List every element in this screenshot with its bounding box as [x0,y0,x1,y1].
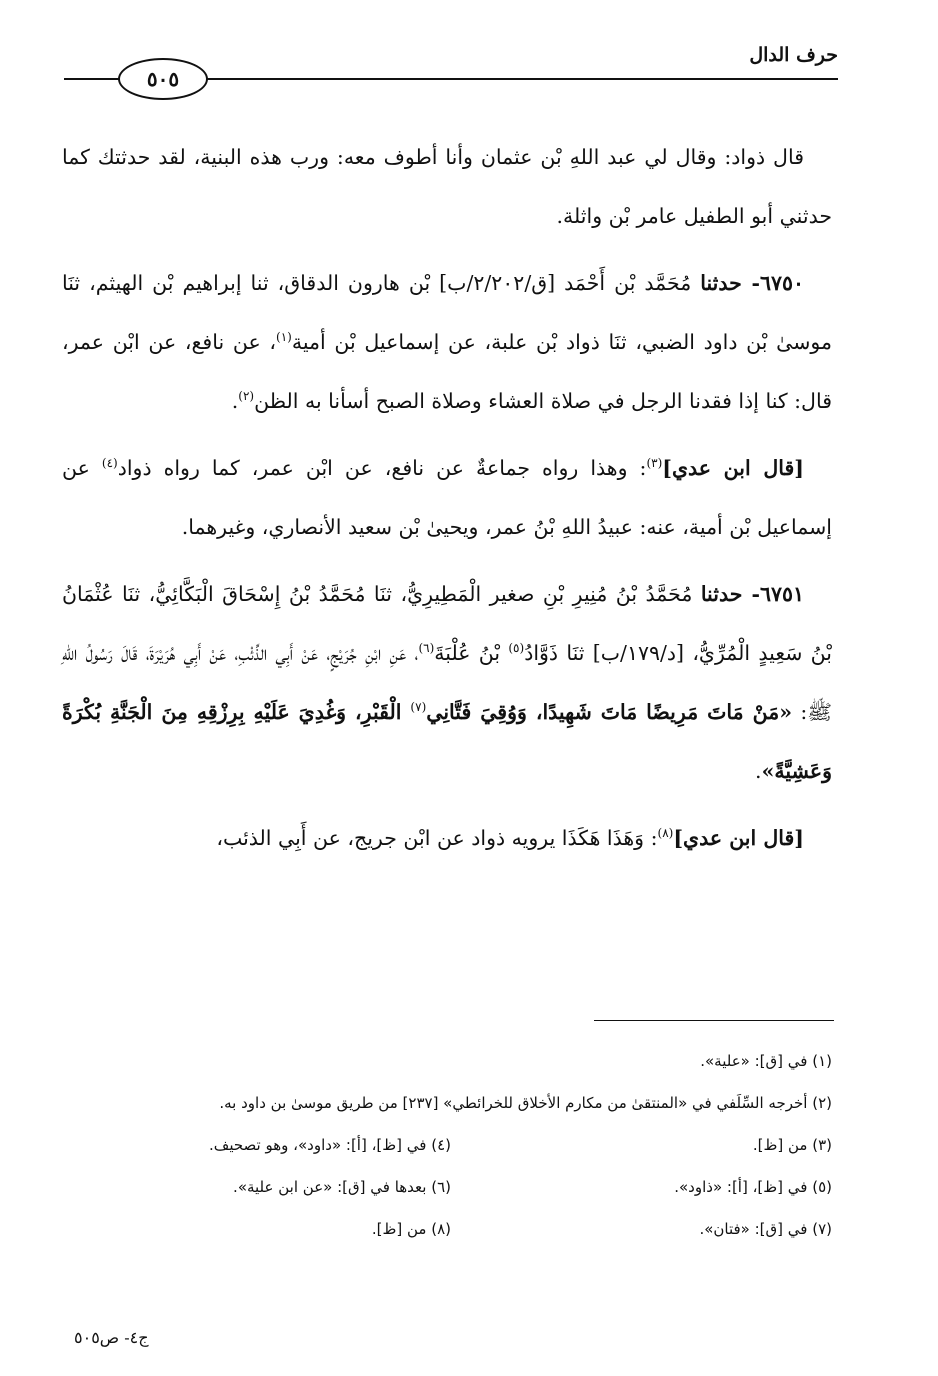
comment-1-text-b: عن إسماعيل بْن أمية، عنه: عبيدُ اللهِ بْنُ عمر، ويحيىٰ بْن سعيد الأنصاري، وغيرهما. [62,456,832,539]
chapter-title: حرف الدال [749,44,838,66]
footnote-ref-2: (٢) [238,389,255,404]
comment-1-lead: [قال ابن عدي] [662,456,804,480]
hadith-6750-number: ٦٧٥٠- حدثنا [700,271,804,295]
main-text [62,128,832,876]
footnote-2: (٢) أخرجه السِّلَفي في «المنتقىٰ من مكارم الأخلاق للخرائطي» [٢٣٧] من طريق موسىٰ بن داود به. [219,1094,832,1112]
hadith-6751-matn-b: الْقَبْرِ، وَغُدِيَ عَلَيْهِ بِرِزْقِهِ مِنَ الْجَنَّةِ بُكْرَةً وَعَشِيَّةً» [62,700,832,783]
hadith-6751-end: . [755,759,762,783]
hadith-6751-matn-a: «مَنْ مَاتَ مَرِيضًا مَاتَ شَهِيدًا، وَوُقِيَ فَتَّانِي [426,700,793,724]
footnote-3: (٣) من [ظ]. [752,1136,832,1154]
footnote-7: (٧) في [ق]: «فتان». [699,1220,832,1238]
hadith-6751-number: ٦٧٥١- حدثنا [700,582,805,606]
hadith-6750-end: . [231,389,239,413]
footnote-ref-1: (١) [276,330,292,345]
footnote-ref-6: (٦) [418,641,435,656]
footnote-ref-8: (٨) [657,826,674,841]
footnote-ref-4: (٤) [101,456,118,471]
hadith-6750-chain-a: مُحَمَّد بْن أَحْمَد [ق/٢/٢٠٢/ب] بْن هارون الدقاق، ثنا إبراهيم بْن الهيثم، ثنَا موسىٰ بْن داود الضبي، ثنَا ذواد بْن علبة، عن إسماعيل بْن أمية [62,271,832,354]
footnote-8: (٨) من [ظ]. [371,1220,451,1238]
volume-page-signature: ج٤- ص٥٠٥ [74,1328,149,1347]
hadith-6751-chain-a: مُحَمَّدُ بْنُ مُنِيرِ بْنِ صغير الْمَطِيرِيُّ، ثنَا مُحَمَّدُ بْنُ إِسْحَاقَ الْبَكَّائِيُّ، ثنَا عُثْمَانُ بْنُ سَعِيدٍ الْمُرِّيُّ، [د/١٧٩/ب] ثنَا ذَوَّادُ [62,582,832,665]
footnote-1: (١) في [ق]: «علية». [700,1052,832,1070]
footnote-row [70,1082,832,1124]
hadith-6750-chain-b: ، عن نافع، عن ابْن عمر، قال: كنا إذا فقدنا الرجل في صلاة العشاء وصلاة الصبح أسأنا به الظن [62,330,832,413]
footnote-row [70,1166,832,1208]
footnote-6: (٦) بعدها في [ق]: «عن ابن علية». [233,1178,451,1196]
comment-2-lead: [قال ابن عدي] [673,826,804,850]
comment-2-text: : وَهَذَا هَكَذَا يرويه ذواد عن ابْن جريج، عن أَبِي الذئب، [216,826,658,850]
paragraph-1-text: قال ذواد: وقال لي عبد اللهِ بْن عثمان وأنا أطوف معه: ورب هذه البنية، لقد حدثتك كما حدثني أبو الطفيل عامر بْن واثلة. [62,145,832,228]
footnote-rule [594,1020,834,1021]
footnote-5: (٥) في [ظ]، [أ]: «ذاود». [674,1178,832,1196]
comment-ibn-adi-2 [62,809,832,868]
footnote-4: (٤) في [ظ]، [أ]: «داود»، وهو تصحيف. [209,1136,451,1154]
hadith-6750 [62,254,832,431]
footnotes [70,1040,832,1250]
footnote-ref-7: (٧) [410,700,427,715]
paragraph-1 [62,128,832,246]
comment-1-text-a: : وهذا رواه جماعةٌ عن نافع، عن ابْن عمر، كما رواه ذواد [117,456,647,480]
hadith-6751 [62,565,832,801]
footnote-row [70,1124,832,1166]
page-number-oval: ٥٠٥ [118,58,208,100]
footnote-row [70,1040,832,1082]
hadith-6751-chain-c: ، عَنِ ابْنِ جُرَيْجٍ، عَنْ أَبِي الذِّئْبِ، عَنْ أَبِي هُرَيْرَةَ، قَالَ رَسُولُ اللهِ ﷺ: [62,641,833,724]
footnote-ref-3: (٣) [646,456,663,471]
footnote-row [70,1208,832,1250]
footnote-ref-5: (٥) [508,641,525,656]
comment-ibn-adi-1 [62,439,832,557]
hadith-6751-chain-b: بْنُ عُلْبَةَ [434,641,509,665]
